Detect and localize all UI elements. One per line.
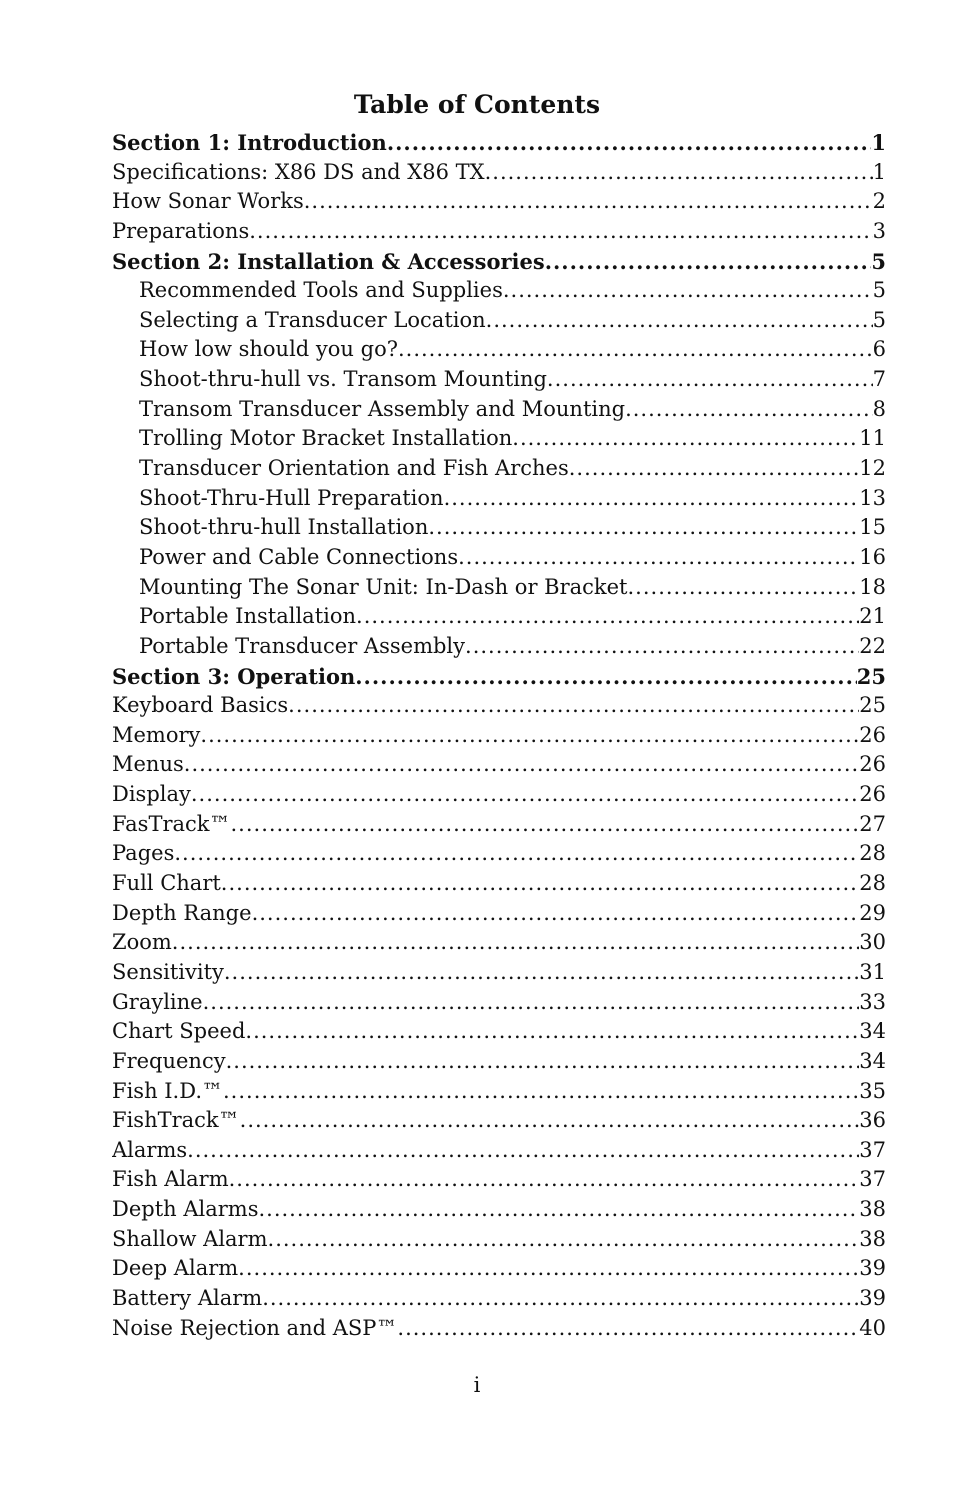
toc-list — [112, 128, 886, 1343]
toc-dot-leader — [398, 335, 873, 365]
toc-entry-label: Memory — [112, 722, 201, 747]
toc-entry[interactable] — [112, 1254, 886, 1284]
toc-dot-leader — [203, 988, 860, 1018]
toc-entry[interactable] — [112, 928, 886, 958]
toc-entry-label: How Sonar Works — [112, 189, 304, 214]
toc-entry[interactable] — [112, 869, 886, 899]
toc-dot-leader — [465, 632, 859, 662]
toc-entry[interactable] — [112, 276, 886, 306]
toc-entry-page: 2 — [872, 189, 886, 214]
toc-dot-leader — [191, 780, 859, 810]
toc-dot-leader — [512, 424, 859, 454]
toc-entry[interactable] — [112, 1284, 886, 1314]
toc-entry-label: Zoom — [112, 930, 172, 955]
toc-entry-page: 38 — [859, 1226, 886, 1251]
toc-entry-page: 15 — [859, 515, 886, 540]
toc-entry-page: 25 — [856, 663, 886, 689]
toc-entry-label: Frequency — [112, 1048, 226, 1073]
toc-entry-label: Power and Cable Connections — [139, 544, 459, 569]
toc-entry[interactable] — [112, 632, 886, 662]
toc-entry-page: 31 — [859, 959, 886, 984]
toc-entry-label: Recommended Tools and Supplies — [139, 278, 503, 303]
toc-entry-page: 6 — [872, 337, 886, 362]
toc-entry-page: 1 — [871, 130, 886, 155]
toc-entry[interactable] — [112, 543, 886, 573]
toc-entry[interactable] — [112, 1225, 886, 1255]
toc-dot-leader — [252, 899, 860, 929]
toc-entry-page: 40 — [859, 1315, 886, 1340]
toc-entry-page: 1 — [872, 159, 886, 184]
toc-entry-label: Shoot-Thru-Hull Preparation — [139, 485, 444, 510]
toc-dot-leader — [249, 217, 872, 247]
toc-entry[interactable] — [112, 780, 886, 810]
toc-entry-page: 34 — [859, 1048, 886, 1073]
toc-entry-label: Depth Range — [112, 900, 252, 925]
toc-entry-page: 37 — [859, 1137, 886, 1162]
toc-entry-page: 35 — [859, 1078, 886, 1103]
toc-entry-page: 33 — [859, 989, 886, 1014]
toc-entry-label: Selecting a Transducer Location — [139, 307, 486, 332]
toc-entry-page: 16 — [859, 544, 886, 569]
toc-entry-label: How low should you go? — [139, 337, 398, 362]
toc-entry-page: 5 — [872, 307, 886, 332]
toc-entry-label: Sensitivity — [112, 959, 224, 984]
toc-dot-leader — [356, 602, 859, 632]
toc-entry-label: Pages — [112, 841, 175, 866]
toc-entry-page: 30 — [859, 930, 886, 955]
toc-entry-page: 11 — [859, 426, 886, 451]
toc-dot-leader — [458, 543, 859, 573]
toc-entry-page: 27 — [859, 811, 886, 836]
toc-dot-leader — [231, 810, 860, 840]
toc-entry[interactable] — [112, 1314, 886, 1344]
toc-entry[interactable] — [112, 217, 886, 247]
toc-entry-label: Transom Transducer Assembly and Mounting — [139, 396, 626, 421]
toc-entry-page: 28 — [859, 871, 886, 896]
toc-entry[interactable] — [112, 839, 886, 869]
toc-entry-label: Section 2: Installation & Accessories — [112, 248, 545, 274]
toc-entry-page: 21 — [859, 604, 886, 629]
toc-entry[interactable] — [112, 691, 886, 721]
toc-entry-label: Specifications: X86 DS and X86 TX — [112, 159, 485, 184]
toc-entry[interactable] — [112, 602, 886, 632]
toc-entry[interactable] — [112, 335, 886, 365]
toc-entry-label: Transducer Orientation and Fish Arches — [139, 456, 569, 481]
toc-section-heading[interactable] — [112, 247, 886, 277]
toc-entry-label: Full Chart — [112, 871, 221, 896]
toc-dot-leader — [545, 247, 872, 277]
toc-dot-leader — [387, 128, 872, 158]
toc-entry[interactable] — [112, 899, 886, 929]
toc-entry[interactable] — [112, 1047, 886, 1077]
toc-entry[interactable] — [112, 1106, 886, 1136]
toc-entry-page: 34 — [859, 1019, 886, 1044]
toc-entry-page: 26 — [859, 722, 886, 747]
toc-dot-leader — [304, 187, 873, 217]
toc-entry[interactable] — [112, 424, 886, 454]
toc-entry-label: Section 1: Introduction — [112, 130, 387, 155]
toc-entry-page: 39 — [859, 1256, 886, 1281]
toc-entry[interactable] — [112, 1017, 886, 1047]
page-number: i — [473, 1373, 481, 1397]
toc-dot-leader — [486, 306, 873, 336]
toc-entry[interactable] — [112, 158, 886, 188]
toc-entry[interactable] — [112, 484, 886, 514]
toc-entry[interactable] — [112, 958, 886, 988]
toc-entry-page: 26 — [859, 782, 886, 807]
toc-dot-leader — [397, 1314, 859, 1344]
toc-dot-leader — [245, 1017, 859, 1047]
toc-entry-label: Portable Transducer Assembly — [139, 633, 466, 658]
toc-dot-leader — [547, 365, 873, 395]
toc-entry[interactable] — [112, 810, 886, 840]
toc-entry-page: 26 — [859, 752, 886, 777]
toc-dot-leader — [221, 869, 859, 899]
toc-entry[interactable] — [112, 1165, 886, 1195]
toc-entry[interactable] — [112, 1195, 886, 1225]
toc-dot-leader — [503, 276, 873, 306]
toc-dot-leader — [262, 1284, 859, 1314]
toc-entry-label: Display — [112, 782, 191, 807]
toc-entry-page: 36 — [859, 1108, 886, 1133]
toc-entry-label: Portable Installation — [139, 604, 357, 629]
toc-entry-label: FishTrack™ — [112, 1108, 240, 1133]
toc-entry-label: Section 3: Operation — [112, 663, 356, 689]
toc-dot-leader — [226, 1047, 860, 1077]
toc-dot-leader — [200, 721, 859, 751]
toc-entry-page: 29 — [859, 900, 886, 925]
toc-entry-label: Shoot-thru-hull vs. Transom Mounting — [139, 367, 547, 392]
toc-entry-page: 7 — [872, 367, 886, 392]
toc-entry-label: Noise Rejection and ASP™ — [112, 1315, 398, 1340]
toc-dot-leader — [288, 691, 859, 721]
toc-entry-page: 13 — [859, 485, 886, 510]
toc-entry-label: Trolling Motor Bracket Installation — [139, 426, 513, 451]
toc-dot-leader — [174, 839, 859, 869]
toc-entry[interactable] — [112, 1077, 886, 1107]
toc-title: Table of Contents — [353, 90, 601, 119]
toc-entry-label: Alarms — [112, 1137, 188, 1162]
toc-dot-leader — [569, 454, 860, 484]
toc-dot-leader — [172, 928, 859, 958]
toc-entry[interactable] — [112, 513, 886, 543]
toc-entry[interactable] — [112, 1136, 886, 1166]
toc-entry-page: 25 — [859, 693, 886, 718]
toc-entry-label: Grayline — [112, 989, 203, 1014]
toc-entry-page: 39 — [859, 1285, 886, 1310]
toc-dot-leader — [444, 484, 860, 514]
toc-entry-label: Menus — [112, 752, 184, 777]
toc-dot-leader — [258, 1195, 859, 1225]
toc-entry-page: 5 — [871, 248, 886, 274]
toc-entry-page: 12 — [859, 456, 886, 481]
toc-entry-label: Keyboard Basics — [112, 693, 289, 718]
toc-entry-label: Shallow Alarm — [112, 1226, 268, 1251]
toc-section-heading[interactable] — [112, 128, 886, 158]
toc-entry[interactable] — [112, 573, 886, 603]
toc-entry-label: Preparations — [112, 218, 250, 243]
toc-entry[interactable] — [112, 750, 886, 780]
toc-entry-label: Shoot-thru-hull Installation — [139, 515, 429, 540]
toc-dot-leader — [224, 958, 859, 988]
toc-entry-page: 28 — [859, 841, 886, 866]
toc-dot-leader — [485, 158, 873, 188]
toc-entry[interactable] — [112, 395, 886, 425]
toc-entry-page: 5 — [872, 278, 886, 303]
toc-entry-label: Chart Speed — [112, 1019, 246, 1044]
toc-entry-page: 8 — [872, 396, 886, 421]
toc-dot-leader — [428, 513, 859, 543]
toc-dot-leader — [625, 395, 873, 425]
toc-dot-leader — [628, 573, 860, 603]
toc-section-heading[interactable] — [112, 662, 886, 692]
toc-entry-page: 37 — [859, 1167, 886, 1192]
toc-entry-label: Mounting The Sonar Unit: In-Dash or Bracket — [139, 574, 628, 599]
toc-dot-leader — [229, 1165, 860, 1195]
toc-dot-leader — [240, 1106, 860, 1136]
toc-entry-label: Deep Alarm — [112, 1256, 239, 1281]
toc-entry[interactable] — [112, 988, 886, 1018]
toc-entry[interactable] — [112, 721, 886, 751]
toc-dot-leader — [187, 1136, 859, 1166]
toc-entry[interactable] — [112, 365, 886, 395]
toc-dot-leader — [238, 1254, 859, 1284]
toc-entry-label: FasTrack™ — [112, 811, 231, 836]
toc-dot-leader — [268, 1225, 860, 1255]
toc-entry-page: 18 — [859, 574, 886, 599]
toc-entry[interactable] — [112, 306, 886, 336]
toc-entry-label: Fish I.D.™ — [112, 1078, 223, 1103]
toc-entry[interactable] — [112, 187, 886, 217]
toc-entry-label: Depth Alarms — [112, 1197, 259, 1222]
toc-entry[interactable] — [112, 454, 886, 484]
toc-entry-page: 38 — [859, 1197, 886, 1222]
toc-entry-page: 22 — [859, 633, 886, 658]
toc-entry-page: 3 — [872, 218, 886, 243]
toc-entry-label: Battery Alarm — [112, 1285, 263, 1310]
toc-dot-leader — [355, 662, 857, 692]
toc-dot-leader — [223, 1077, 859, 1107]
toc-entry-label: Fish Alarm — [112, 1167, 229, 1192]
toc-dot-leader — [184, 750, 860, 780]
